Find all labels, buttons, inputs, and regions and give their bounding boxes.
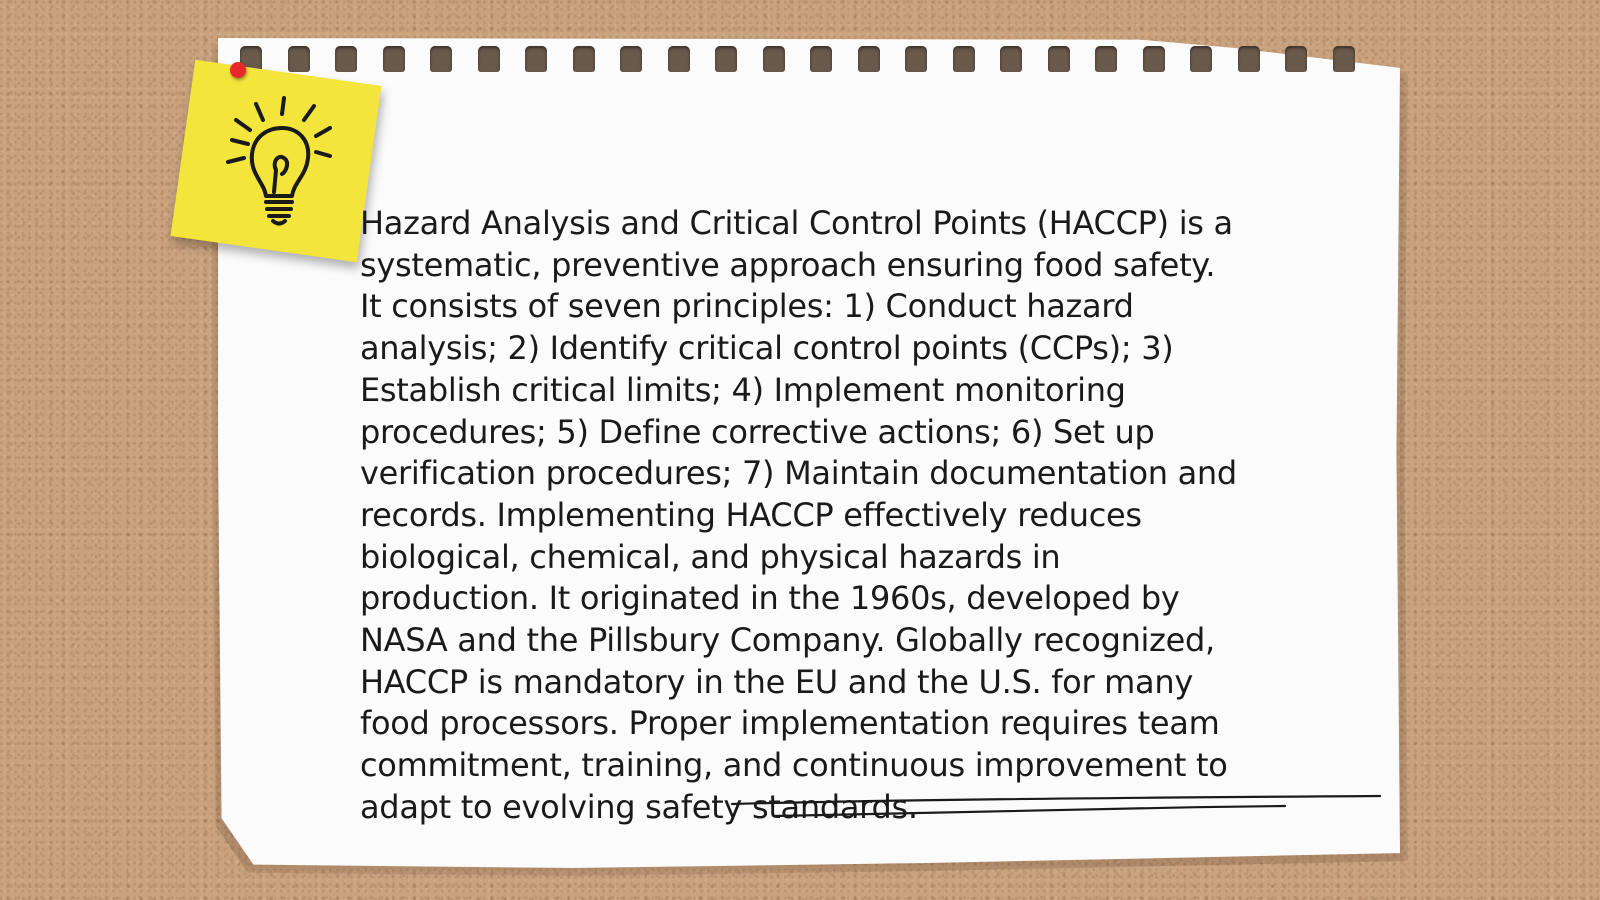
binder-hole <box>1095 46 1117 72</box>
binder-hole <box>430 46 452 72</box>
binder-hole <box>715 46 737 72</box>
push-pin-icon <box>230 62 246 78</box>
binder-hole <box>1143 46 1165 72</box>
binder-hole <box>763 46 785 72</box>
binder-hole <box>573 46 595 72</box>
binder-hole <box>335 46 357 72</box>
binder-hole <box>1000 46 1022 72</box>
binder-hole <box>905 46 927 72</box>
binder-hole <box>1285 46 1307 72</box>
binder-hole <box>478 46 500 72</box>
binder-hole <box>288 46 310 72</box>
binder-hole <box>1238 46 1260 72</box>
binder-hole <box>810 46 832 72</box>
note-body-text: Hazard Analysis and Critical Control Points (HACCP) is a systematic, preventive approach ensuring food safety. It consists of seven principles: 1) Conduct hazard analysis; 2) Identify critical control points (CCPs); 3) Establish critical limits; 4) Implement monitoring procedures; 5) Define corrective actions; 6) Set up verification procedures; 7) Maintain documentation and records. Implementing HACCP effectively reduces biological, chemical, and physical hazards in production. It originated in the 1960s, developed by NASA and the Pillsbury Company. Globally recognized, HACCP is mandatory in the EU and the U.S. for many food processors. Proper implementation requires team commitment, training, and continuous improvement to adapt to evolving safety standards. <box>360 204 1237 826</box>
binder-hole <box>668 46 690 72</box>
binder-hole <box>1048 46 1070 72</box>
binder-hole <box>383 46 405 72</box>
binder-hole <box>620 46 642 72</box>
binder-hole <box>953 46 975 72</box>
lightbulb-icon <box>218 92 348 232</box>
binder-hole <box>1190 46 1212 72</box>
binder-hole <box>858 46 880 72</box>
scribble-underline <box>730 792 1390 832</box>
binder-hole <box>525 46 547 72</box>
binder-holes <box>240 46 1360 76</box>
binder-hole <box>1333 46 1355 72</box>
